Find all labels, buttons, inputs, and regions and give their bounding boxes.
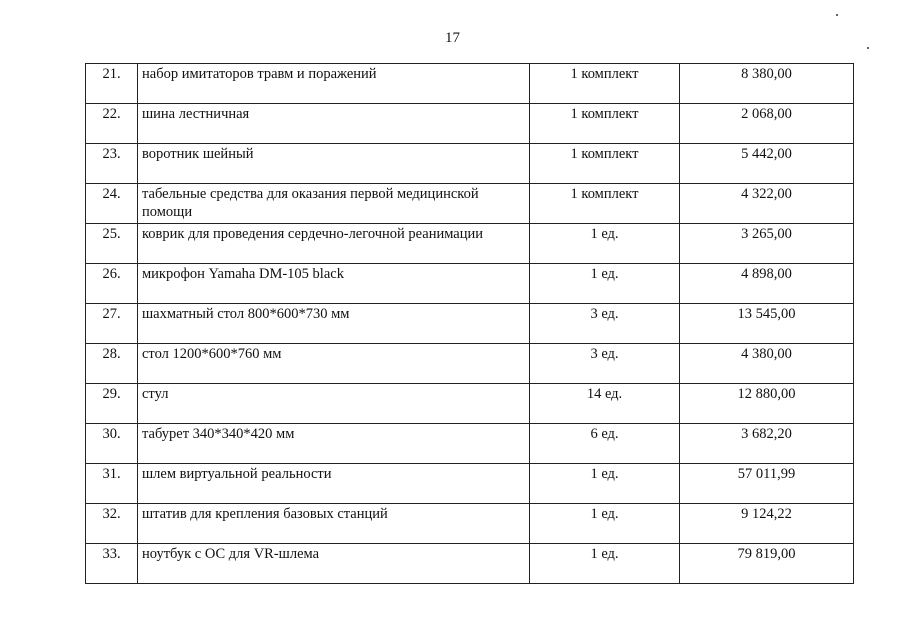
table-row	[86, 544, 854, 584]
price-cell: 9 124,22	[680, 504, 854, 544]
price-cell: 13 545,00	[680, 304, 854, 344]
table-row	[86, 64, 854, 104]
row-number-cell: 22.	[86, 104, 138, 144]
price-cell: 4 380,00	[680, 344, 854, 384]
item-name-cell: набор имитаторов травм и поражений	[138, 64, 530, 104]
quantity-cell: 1 комплект	[530, 184, 680, 224]
table-row	[86, 144, 854, 184]
price-cell: 3 682,20	[680, 424, 854, 464]
scan-speck	[836, 14, 838, 16]
table-row	[86, 224, 854, 264]
price-cell: 4 322,00	[680, 184, 854, 224]
price-cell: 8 380,00	[680, 64, 854, 104]
item-name-cell: шлем виртуальной реальности	[138, 464, 530, 504]
row-number-cell: 24.	[86, 184, 138, 224]
price-cell: 57 011,99	[680, 464, 854, 504]
table-row	[86, 264, 854, 304]
quantity-cell: 1 комплект	[530, 104, 680, 144]
price-cell: 3 265,00	[680, 224, 854, 264]
row-number-cell: 31.	[86, 464, 138, 504]
page-number: 17	[445, 30, 460, 46]
item-name-cell: табурет 340*340*420 мм	[138, 424, 530, 464]
item-name-cell: коврик для проведения сердечно-легочной реанимации	[138, 224, 530, 264]
item-name-cell: шахматный стол 800*600*730 мм	[138, 304, 530, 344]
price-cell: 4 898,00	[680, 264, 854, 304]
table-row	[86, 104, 854, 144]
item-name-cell: стул	[138, 384, 530, 424]
row-number-cell: 21.	[86, 64, 138, 104]
quantity-cell: 1 комплект	[530, 64, 680, 104]
quantity-cell: 1 ед.	[530, 504, 680, 544]
row-number-cell: 26.	[86, 264, 138, 304]
item-name-cell: воротник шейный	[138, 144, 530, 184]
table-row	[86, 464, 854, 504]
table-row	[86, 424, 854, 464]
table-row	[86, 384, 854, 424]
row-number-cell: 32.	[86, 504, 138, 544]
price-cell: 12 880,00	[680, 384, 854, 424]
row-number-cell: 29.	[86, 384, 138, 424]
price-cell: 5 442,00	[680, 144, 854, 184]
items-table	[85, 63, 854, 584]
quantity-cell: 1 ед.	[530, 464, 680, 504]
item-name-cell: штатив для крепления базовых станций	[138, 504, 530, 544]
item-name-cell: шина лестничная	[138, 104, 530, 144]
quantity-cell: 1 ед.	[530, 544, 680, 584]
row-number-cell: 25.	[86, 224, 138, 264]
row-number-cell: 27.	[86, 304, 138, 344]
quantity-cell: 1 ед.	[530, 224, 680, 264]
quantity-cell: 1 комплект	[530, 144, 680, 184]
item-name-cell: ноутбук с ОС для VR-шлема	[138, 544, 530, 584]
item-name-cell: табельные средства для оказания первой медицинской помощи	[138, 184, 530, 224]
row-number-cell: 33.	[86, 544, 138, 584]
item-name-cell: микрофон Yamaha DM-105 black	[138, 264, 530, 304]
table-row	[86, 184, 854, 224]
item-name-cell: стол 1200*600*760 мм	[138, 344, 530, 384]
scan-speck	[867, 47, 869, 49]
row-number-cell: 30.	[86, 424, 138, 464]
price-cell: 2 068,00	[680, 104, 854, 144]
row-number-cell: 23.	[86, 144, 138, 184]
price-cell: 79 819,00	[680, 544, 854, 584]
table-row	[86, 504, 854, 544]
quantity-cell: 14 ед.	[530, 384, 680, 424]
quantity-cell: 1 ед.	[530, 264, 680, 304]
row-number-cell: 28.	[86, 344, 138, 384]
quantity-cell: 3 ед.	[530, 344, 680, 384]
table-row	[86, 344, 854, 384]
items-table-body	[86, 64, 854, 584]
quantity-cell: 3 ед.	[530, 304, 680, 344]
table-row	[86, 304, 854, 344]
quantity-cell: 6 ед.	[530, 424, 680, 464]
